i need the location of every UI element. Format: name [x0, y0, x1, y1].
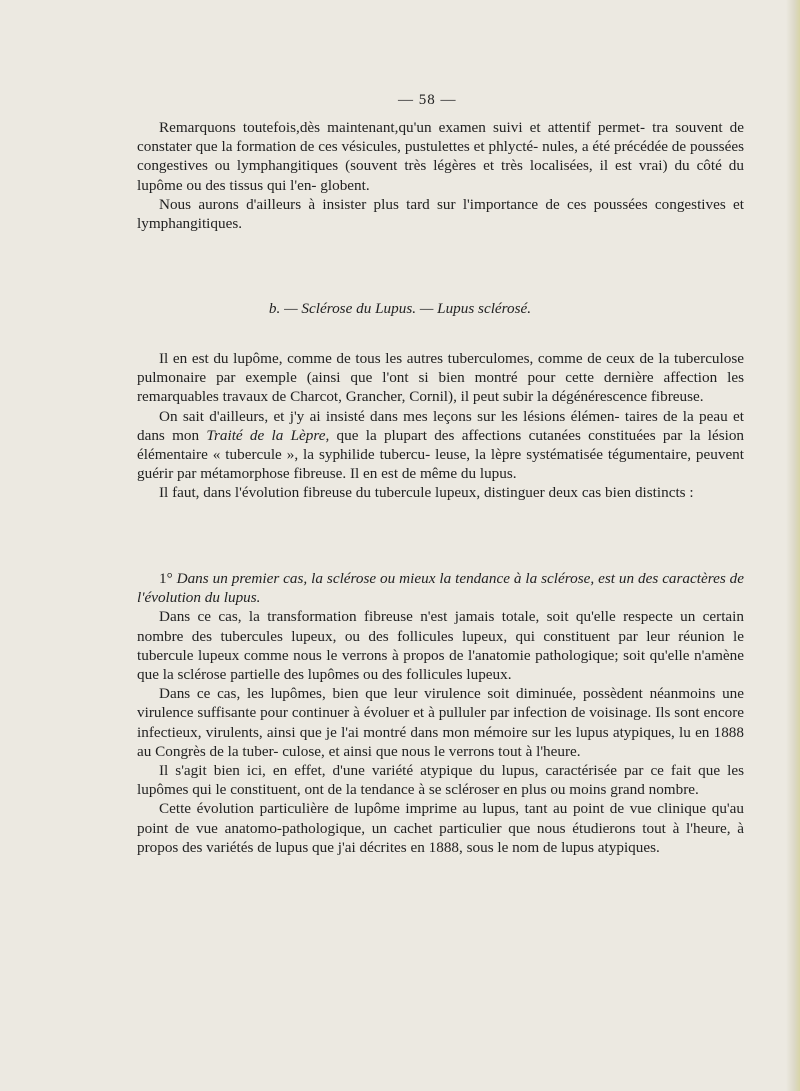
case-title: Dans un premier cas, la sclérose ou mieux la tendance à la sclérose, est un des caractères de l'évolution du lupus. — [137, 570, 744, 607]
paragraph: Il en est du lupôme, comme de tous les autres tuberculomes, comme de ceux de la tuberculose pulmonaire par exemple (ainsi que l'ont si bien montré pour cette dernière affection les remarquables travaux de Charcot, Grancher, Cornil), il peut subir la dégénérescence fibreuse. — [137, 350, 744, 406]
paragraph: Il faut, dans l'évolution fibreuse du tubercule lupeux, distinguer deux cas bien distincts : — [159, 484, 694, 502]
heading-dash: — — [284, 300, 298, 317]
heading-title: Sclérose du Lupus. — Lupus sclérosé. — [301, 300, 532, 317]
section-first-case — [137, 569, 744, 857]
section-intro — [137, 118, 744, 233]
paragraph-text: que la plupart des affections cutanées constituées par la lésion élémentaire « tubercule », la syphilide tubercu- leuse, la lèpre systématisée tégumentaire, peuvent guérir par métamorphose fibreuse. Il en est de même du lupus. — [137, 426, 745, 483]
paragraph: Cette évolution particulière de lupôme imprime au lupus, tant au point de vue clinique qu'au point de vue anatomo-pathologique, un cachet particulier que nous étudierons tout à l'heure, à propos des variétés de lupus que j'ai décrites en 1888, sous le nom de lupus atypiques. — [137, 800, 744, 856]
section-heading — [0, 300, 800, 318]
section-sclerosis — [137, 349, 744, 503]
case-number: 1° — [159, 570, 173, 587]
paragraph — [137, 407, 744, 484]
page-edge-shadow — [786, 0, 800, 1091]
paragraph: Dans ce cas, les lupômes, bien que leur virulence soit diminuée, possèdent néanmoins une virulence suffisante pour continuer à évoluer et à pulluler par infection de voisinage. Ils sont encore infectieux, virulents, ainsi que je l'ai montré dans mon mémoire sur les lupus atypiques, lu en 1888 au Congrès de la tuber- culose, et ainsi que nous le verrons tout à l'heure. — [137, 685, 744, 760]
paragraph: Nous aurons d'ailleurs à insister plus tard sur l'importance de ces poussées congestives et lymphangitiques. — [137, 195, 744, 233]
paragraph: Il s'agit bien ici, en effet, d'une variété atypique du lupus, caractérisée par ce fait que les lupômes qui le constituent, ont de la tendance à se scléroser en plus ou moins grand nombre. — [137, 762, 744, 799]
page-number: — 58 — — [398, 92, 457, 108]
heading-letter: b. — [268, 300, 281, 317]
paragraph-text: On sait d'ailleurs, et j'y ai insisté dans mes leçons sur les lésions élémen- taires de la peau et dans mon — [137, 407, 744, 444]
book-title: Traité de la Lèpre, — [206, 426, 330, 444]
paragraph: Dans ce cas, la transformation fibreuse n'est jamais totale, soit qu'elle respecte un certain nombre des tubercules lupeux, ou des follicules lupeux, qui constituent par leur réunion le tubercule lupeux comme nous le verrons à propos de l'anatomie pathologique; soit qu'elle n'amène que la sclérose partielle des lupômes ou des follicules lupeux. — [137, 608, 744, 684]
paragraph: Remarquons toutefois,dès maintenant,qu'un examen suivi et attentif permet- tra souvent de constater que la formation de ces vésicules, pustulettes et phlycté- nules, a été précédée de poussées congestives ou lymphangitiques (souvent très légères et très localisées, il est vrai) du côté du lupôme ou des tissus qui l'en- globent. — [137, 119, 744, 194]
paragraph — [137, 569, 744, 607]
